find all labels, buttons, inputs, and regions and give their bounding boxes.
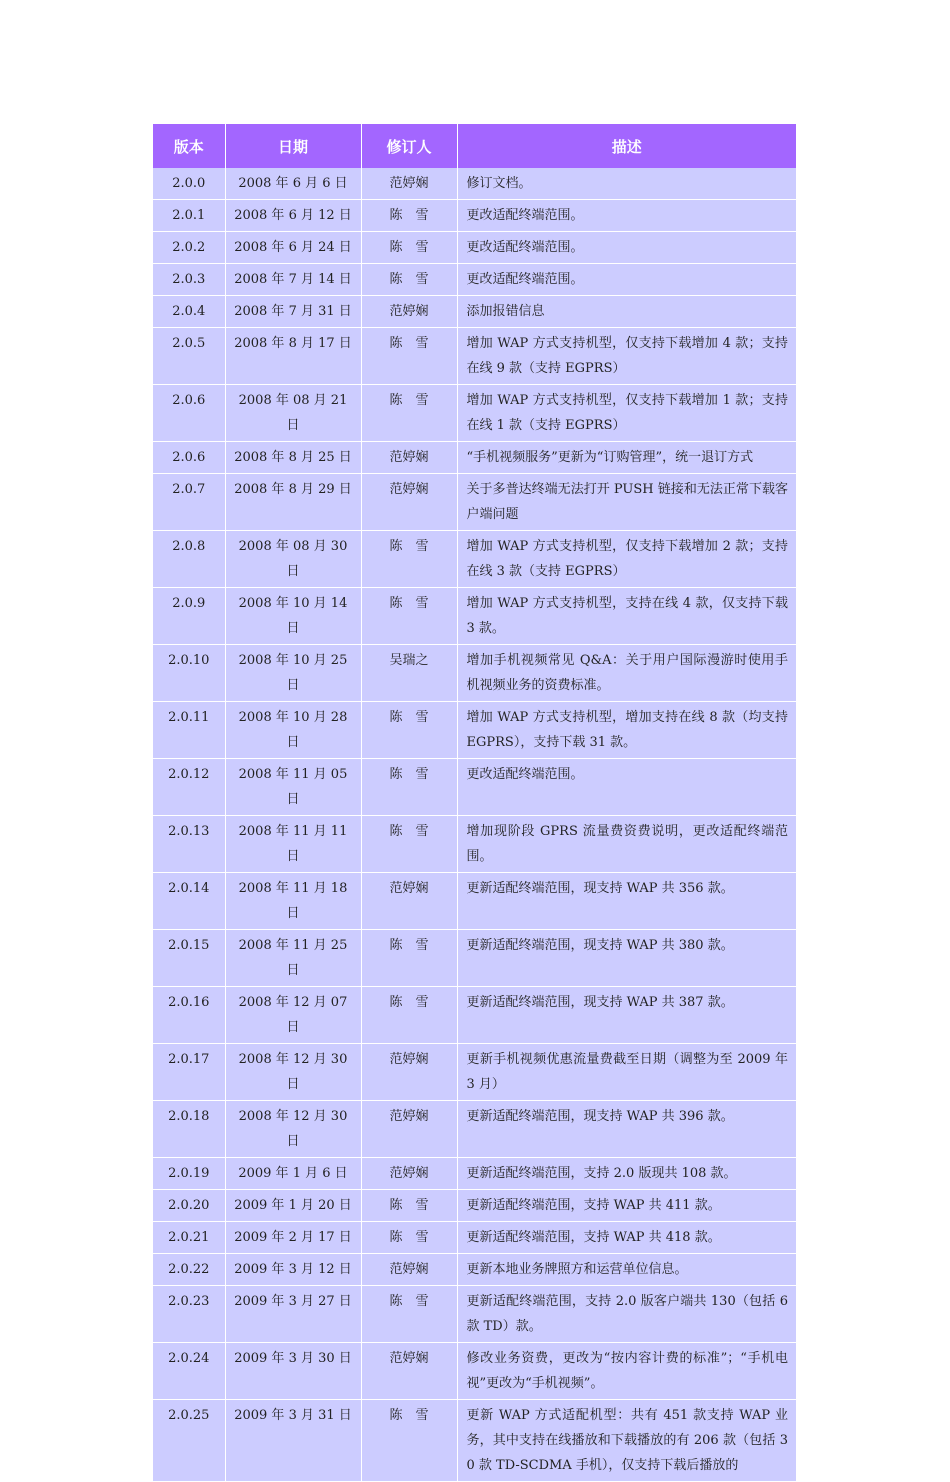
date-cell: 2008 年 10 月 25 日 bbox=[225, 645, 361, 702]
version-cell: 2.0.3 bbox=[153, 264, 225, 296]
version-cell: 2.0.22 bbox=[153, 1254, 225, 1286]
version-cell: 2.0.6 bbox=[153, 385, 225, 442]
reviser-cell: 范婷娴 bbox=[361, 296, 457, 328]
description-cell: 增加 WAP 方式支持机型，仅支持下载增加 2 款；支持在线 3 款（支持 EGPRS） bbox=[457, 531, 796, 588]
description-cell: 更改适配终端范围。 bbox=[457, 232, 796, 264]
table-row bbox=[153, 987, 796, 1044]
date-cell: 2009 年 1 月 6 日 bbox=[225, 1158, 361, 1190]
version-cell: 2.0.13 bbox=[153, 816, 225, 873]
table-row bbox=[153, 385, 796, 442]
date-cell: 2008 年 11 月 05 日 bbox=[225, 759, 361, 816]
description-cell: 增加 WAP 方式支持机型，支持在线 4 款，仅支持下载 3 款。 bbox=[457, 588, 796, 645]
version-cell: 2.0.17 bbox=[153, 1044, 225, 1101]
version-cell: 2.0.11 bbox=[153, 702, 225, 759]
version-cell: 2.0.21 bbox=[153, 1222, 225, 1254]
version-cell: 2.0.19 bbox=[153, 1158, 225, 1190]
table-body bbox=[153, 168, 796, 1482]
reviser-cell: 范婷娴 bbox=[361, 1343, 457, 1400]
version-cell: 2.0.1 bbox=[153, 200, 225, 232]
version-cell: 2.0.14 bbox=[153, 873, 225, 930]
reviser-cell: 陈 雪 bbox=[361, 930, 457, 987]
description-cell: 更改适配终端范围。 bbox=[457, 264, 796, 296]
reviser-cell: 陈 雪 bbox=[361, 531, 457, 588]
reviser-cell: 陈 雪 bbox=[361, 987, 457, 1044]
date-cell: 2008 年 6 月 12 日 bbox=[225, 200, 361, 232]
reviser-cell: 陈 雪 bbox=[361, 816, 457, 873]
reviser-cell: 范婷娴 bbox=[361, 168, 457, 200]
date-cell: 2009 年 3 月 30 日 bbox=[225, 1343, 361, 1400]
date-cell: 2008 年 11 月 25 日 bbox=[225, 930, 361, 987]
reviser-cell: 陈 雪 bbox=[361, 702, 457, 759]
reviser-cell: 陈 雪 bbox=[361, 200, 457, 232]
version-cell: 2.0.18 bbox=[153, 1101, 225, 1158]
table-row bbox=[153, 1343, 796, 1400]
table-row bbox=[153, 702, 796, 759]
description-cell: 更新适配终端范围，支持 WAP 共 411 款。 bbox=[457, 1190, 796, 1222]
date-cell: 2008 年 08 月 30 日 bbox=[225, 531, 361, 588]
date-cell: 2008 年 6 月 6 日 bbox=[225, 168, 361, 200]
version-cell: 2.0.7 bbox=[153, 474, 225, 531]
reviser-cell: 陈 雪 bbox=[361, 385, 457, 442]
date-cell: 2008 年 7 月 14 日 bbox=[225, 264, 361, 296]
table-row bbox=[153, 1158, 796, 1190]
version-cell: 2.0.4 bbox=[153, 296, 225, 328]
version-cell: 2.0.10 bbox=[153, 645, 225, 702]
table-row bbox=[153, 264, 796, 296]
reviser-cell: 范婷娴 bbox=[361, 474, 457, 531]
date-cell: 2008 年 10 月 14 日 bbox=[225, 588, 361, 645]
date-cell: 2009 年 1 月 20 日 bbox=[225, 1190, 361, 1222]
version-cell: 2.0.23 bbox=[153, 1286, 225, 1343]
description-cell: 增加 WAP 方式支持机型，仅支持下载增加 4 款；支持在线 9 款（支持 EGPRS） bbox=[457, 328, 796, 385]
description-cell: 增加 WAP 方式支持机型，增加支持在线 8 款（均支持 EGPRS），支持下载 31 款。 bbox=[457, 702, 796, 759]
reviser-cell: 陈 雪 bbox=[361, 1222, 457, 1254]
date-cell: 2008 年 12 月 07 日 bbox=[225, 987, 361, 1044]
date-cell: 2009 年 3 月 12 日 bbox=[225, 1254, 361, 1286]
description-cell: 更新 WAP 方式适配机型：共有 451 款支持 WAP 业务，其中支持在线播放和下载播放的有 206 款（包括 30 款 TD-SCDMA 手机），仅支持下载后播放的 bbox=[457, 1400, 796, 1482]
description-cell: 修改业务资费，更改为“按内容计费的标准”；“手机电视”更改为“手机视频”。 bbox=[457, 1343, 796, 1400]
date-cell: 2008 年 12 月 30 日 bbox=[225, 1044, 361, 1101]
version-cell: 2.0.2 bbox=[153, 232, 225, 264]
description-cell: 更新适配终端范围，现支持 WAP 共 380 款。 bbox=[457, 930, 796, 987]
table-row bbox=[153, 328, 796, 385]
header-row bbox=[153, 124, 796, 168]
reviser-cell: 范婷娴 bbox=[361, 1044, 457, 1101]
date-cell: 2008 年 8 月 17 日 bbox=[225, 328, 361, 385]
version-cell: 2.0.8 bbox=[153, 531, 225, 588]
version-cell: 2.0.24 bbox=[153, 1343, 225, 1400]
description-cell: 关于多普达终端无法打开 PUSH 链接和无法正常下载客户端问题 bbox=[457, 474, 796, 531]
table-header bbox=[153, 124, 796, 168]
reviser-cell: 陈 雪 bbox=[361, 232, 457, 264]
table-row bbox=[153, 296, 796, 328]
description-cell: 更新手机视频优惠流量费截至日期（调整为至 2009 年 3 月） bbox=[457, 1044, 796, 1101]
description-cell: 增加现阶段 GPRS 流量费资费说明，更改适配终端范围。 bbox=[457, 816, 796, 873]
table-row bbox=[153, 232, 796, 264]
description-cell: “手机视频服务”更新为“订购管理”，统一退订方式 bbox=[457, 442, 796, 474]
version-cell: 2.0.9 bbox=[153, 588, 225, 645]
revision-history-table bbox=[153, 124, 796, 1482]
description-cell: 更新适配终端范围，现支持 WAP 共 387 款。 bbox=[457, 987, 796, 1044]
date-cell: 2008 年 6 月 24 日 bbox=[225, 232, 361, 264]
date-cell: 2008 年 11 月 11 日 bbox=[225, 816, 361, 873]
table-row bbox=[153, 930, 796, 987]
version-cell: 2.0.15 bbox=[153, 930, 225, 987]
version-cell: 2.0.20 bbox=[153, 1190, 225, 1222]
table-row bbox=[153, 1044, 796, 1101]
reviser-cell: 陈 雪 bbox=[361, 1400, 457, 1482]
reviser-cell: 范婷娴 bbox=[361, 1158, 457, 1190]
table-row bbox=[153, 168, 796, 200]
table-row bbox=[153, 1101, 796, 1158]
table-row bbox=[153, 1190, 796, 1222]
version-cell: 2.0.6 bbox=[153, 442, 225, 474]
table-row bbox=[153, 531, 796, 588]
description-cell: 更改适配终端范围。 bbox=[457, 759, 796, 816]
date-cell: 2008 年 12 月 30 日 bbox=[225, 1101, 361, 1158]
description-cell: 更新适配终端范围，支持 2.0 版客户端共 130（包括 6 款 TD）款。 bbox=[457, 1286, 796, 1343]
date-cell: 2009 年 3 月 27 日 bbox=[225, 1286, 361, 1343]
table-row bbox=[153, 1222, 796, 1254]
description-cell: 更新适配终端范围，现支持 WAP 共 396 款。 bbox=[457, 1101, 796, 1158]
table-row bbox=[153, 816, 796, 873]
table-row bbox=[153, 645, 796, 702]
description-cell: 更改适配终端范围。 bbox=[457, 200, 796, 232]
date-cell: 2008 年 11 月 18 日 bbox=[225, 873, 361, 930]
description-cell: 增加手机视频常见 Q&A：关于用户国际漫游时使用手机视频业务的资费标准。 bbox=[457, 645, 796, 702]
date-cell: 2008 年 8 月 25 日 bbox=[225, 442, 361, 474]
date-cell: 2008 年 10 月 28 日 bbox=[225, 702, 361, 759]
header-reviser: 修订人 bbox=[361, 124, 457, 168]
reviser-cell: 范婷娴 bbox=[361, 442, 457, 474]
version-cell: 2.0.12 bbox=[153, 759, 225, 816]
date-cell: 2008 年 8 月 29 日 bbox=[225, 474, 361, 531]
reviser-cell: 陈 雪 bbox=[361, 1190, 457, 1222]
table-row bbox=[153, 873, 796, 930]
version-cell: 2.0.16 bbox=[153, 987, 225, 1044]
reviser-cell: 陈 雪 bbox=[361, 759, 457, 816]
reviser-cell: 范婷娴 bbox=[361, 1101, 457, 1158]
reviser-cell: 陈 雪 bbox=[361, 264, 457, 296]
table-row bbox=[153, 1286, 796, 1343]
description-cell: 添加报错信息 bbox=[457, 296, 796, 328]
header-description: 描述 bbox=[457, 124, 796, 168]
reviser-cell: 吴瑞之 bbox=[361, 645, 457, 702]
description-cell: 修订文档。 bbox=[457, 168, 796, 200]
table-row bbox=[153, 1254, 796, 1286]
reviser-cell: 范婷娴 bbox=[361, 873, 457, 930]
reviser-cell: 范婷娴 bbox=[361, 1254, 457, 1286]
table-row bbox=[153, 588, 796, 645]
version-cell: 2.0.0 bbox=[153, 168, 225, 200]
description-cell: 增加 WAP 方式支持机型，仅支持下载增加 1 款；支持在线 1 款（支持 EGPRS） bbox=[457, 385, 796, 442]
description-cell: 更新适配终端范围，现支持 WAP 共 356 款。 bbox=[457, 873, 796, 930]
header-date: 日期 bbox=[225, 124, 361, 168]
reviser-cell: 陈 雪 bbox=[361, 588, 457, 645]
reviser-cell: 陈 雪 bbox=[361, 1286, 457, 1343]
table-row bbox=[153, 759, 796, 816]
reviser-cell: 陈 雪 bbox=[361, 328, 457, 385]
table-row bbox=[153, 200, 796, 232]
date-cell: 2009 年 3 月 31 日 bbox=[225, 1400, 361, 1482]
table-row bbox=[153, 1400, 796, 1482]
description-cell: 更新本地业务牌照方和运营单位信息。 bbox=[457, 1254, 796, 1286]
description-cell: 更新适配终端范围，支持 2.0 版现共 108 款。 bbox=[457, 1158, 796, 1190]
date-cell: 2008 年 08 月 21 日 bbox=[225, 385, 361, 442]
date-cell: 2008 年 7 月 31 日 bbox=[225, 296, 361, 328]
description-cell: 更新适配终端范围，支持 WAP 共 418 款。 bbox=[457, 1222, 796, 1254]
table-row bbox=[153, 442, 796, 474]
version-cell: 2.0.5 bbox=[153, 328, 225, 385]
date-cell: 2009 年 2 月 17 日 bbox=[225, 1222, 361, 1254]
table-row bbox=[153, 474, 796, 531]
version-cell: 2.0.25 bbox=[153, 1400, 225, 1482]
header-version: 版本 bbox=[153, 124, 225, 168]
